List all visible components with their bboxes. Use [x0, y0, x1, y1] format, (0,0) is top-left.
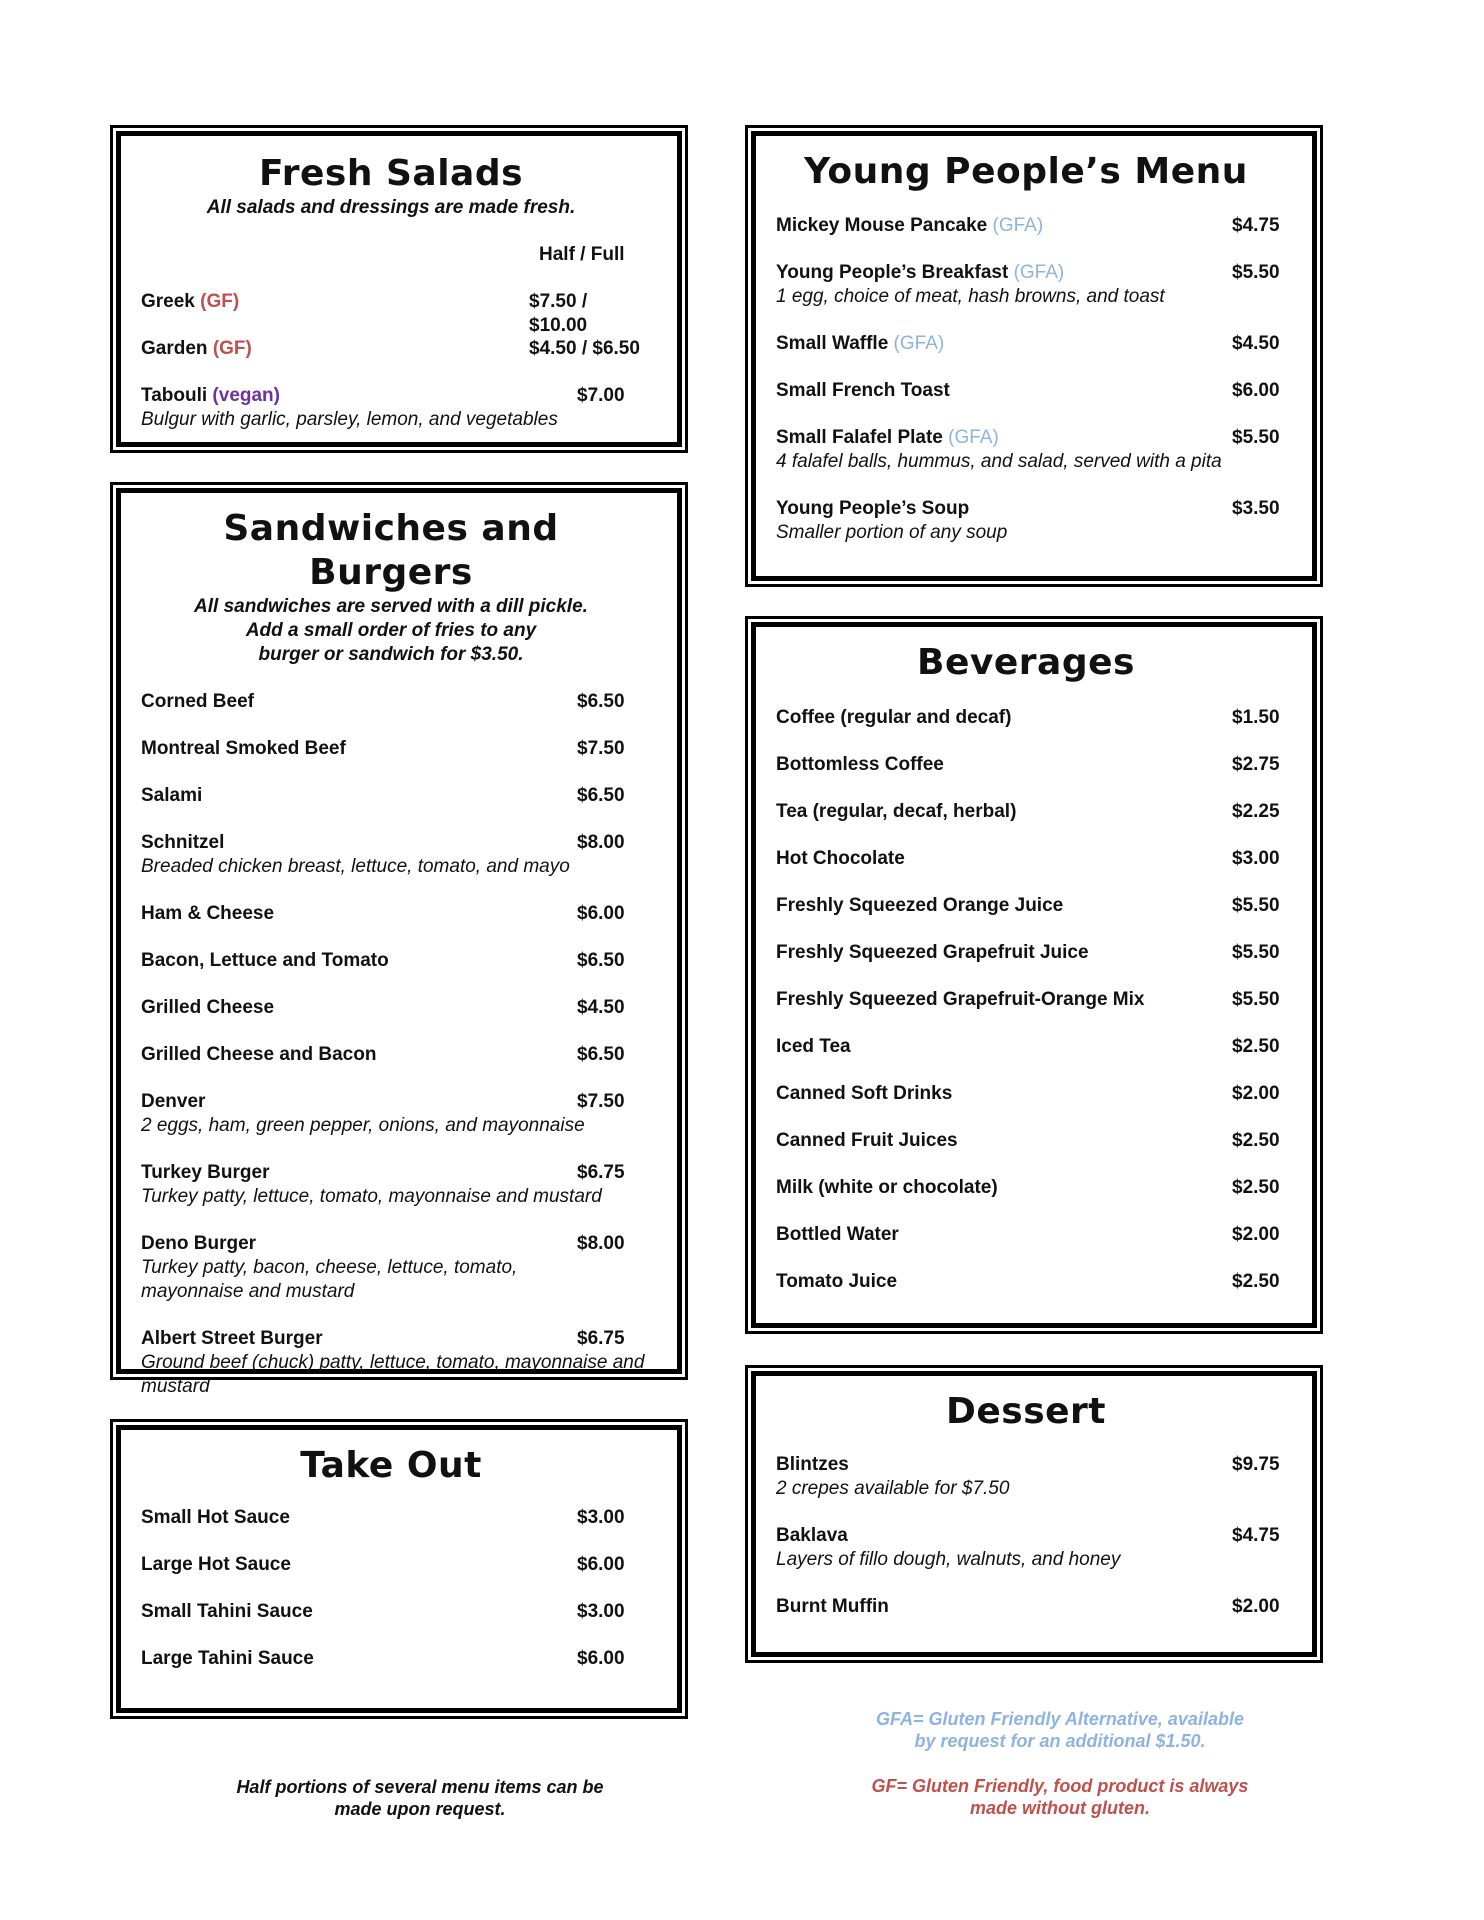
gfa-tag: (GFA): [992, 215, 1044, 236]
menu-item: Canned Soft Drinks $2.00: [776, 1083, 1280, 1104]
gfa-tag: (GFA): [893, 333, 945, 354]
menu-item: Freshly Squeezed Grapefruit Juice $5.50: [776, 942, 1280, 963]
menu-item: Schnitzel $8.00 Breaded chicken breast, lettuce, tomato, and mayo: [141, 832, 625, 877]
menu-item: Mickey Mouse Pancake (GFA) $4.75: [776, 215, 1280, 236]
menu-item: Small Tahini Sauce $3.00: [141, 1601, 625, 1622]
young-peoples-menu-section: [751, 131, 1317, 581]
menu-item: Small Hot Sauce $3.00: [141, 1507, 625, 1528]
menu-item: Bottled Water $2.00: [776, 1224, 1280, 1245]
menu-item: Small French Toast $6.00: [776, 380, 1280, 401]
gfa-tag: (GFA): [1013, 262, 1065, 283]
menu-item: Montreal Smoked Beef $7.50: [141, 738, 625, 759]
menu-item: Deno Burger $8.00 Turkey patty, bacon, cheese, lettuce, tomato, mayonnaise and mustard: [141, 1233, 625, 1302]
section-subtitle: All sandwiches are served with a dill pickle. Add a small order of fries to any burger or sandwich for $3.50.: [194, 596, 588, 665]
menu-item: Albert Street Burger $6.75 Ground beef (chuck) patty, lettuce, tomato, mayonnaise and mustard: [141, 1328, 645, 1397]
menu-item: Corned Beef $6.50: [141, 691, 625, 712]
section-title: Sandwiches and Burgers: [223, 508, 559, 593]
menu-item: Freshly Squeezed Grapefruit-Orange Mix $5.50: [776, 989, 1280, 1010]
price: $7.00: [577, 385, 625, 406]
take-out-section: [116, 1425, 682, 1713]
item-description: Bulgur with garlic, parsley, lemon, and vegetables: [141, 409, 558, 430]
section-title: Young People’s Menu: [804, 151, 1248, 192]
menu-item: Tea (regular, decaf, herbal) $2.25: [776, 801, 1280, 822]
menu-item: Large Tahini Sauce $6.00: [141, 1648, 625, 1669]
section-title: Take Out: [300, 1445, 482, 1486]
menu-item: Garden (GF) $4.50 / $6.50: [141, 338, 640, 359]
section-title: Dessert: [945, 1391, 1107, 1432]
menu-item: Small Waffle (GFA) $4.50: [776, 333, 1280, 354]
gf-tag: (GF): [200, 291, 240, 312]
section-subtitle: All salads and dressings are made fresh.: [206, 197, 576, 218]
gf-tag: (GF): [212, 338, 252, 359]
menu-item: Hot Chocolate $3.00: [776, 848, 1280, 869]
gfa-tag: (GFA): [948, 427, 999, 448]
half-full-header: Half / Full: [539, 244, 625, 265]
menu-item: Milk (white or chocolate) $2.50: [776, 1177, 1280, 1198]
menu-item: Ham & Cheese $6.00: [141, 903, 625, 924]
menu-item: Baklava $4.75 Layers of fillo dough, walnuts, and honey: [776, 1525, 1280, 1570]
dessert-section: [751, 1371, 1317, 1657]
menu-item: Young People’s Soup $3.50 Smaller portion of any soup: [776, 498, 1280, 543]
section-title: Fresh Salads: [258, 153, 524, 194]
beverages-section: [751, 622, 1317, 1328]
menu-item: Blintzes $9.75 2 crepes available for $7.50: [776, 1454, 1280, 1499]
menu-item: Tomato Juice $2.50: [776, 1271, 1280, 1292]
menu-item: Greek (GF) $7.50 / $10.00: [141, 290, 641, 314]
menu-item: Young People’s Breakfast (GFA) $5.50 1 egg, choice of meat, hash browns, and toast: [776, 262, 1280, 307]
menu-item: Burnt Muffin $2.00: [776, 1596, 1280, 1617]
menu-item: Bottomless Coffee $2.75: [776, 754, 1280, 775]
menu-item: Large Hot Sauce $6.00: [141, 1554, 625, 1575]
half-portions-note: Half portions of several menu items can be made upon request.: [236, 1777, 604, 1819]
fresh-salads-section: [116, 131, 682, 447]
sandwiches-section: [116, 488, 682, 1397]
price: $7.50 / $10.00: [529, 291, 588, 336]
menu-item: Freshly Squeezed Orange Juice $5.50: [776, 895, 1280, 916]
menu-item: Coffee (regular and decaf) $1.50: [776, 707, 1280, 728]
price: $4.50 / $6.50: [529, 338, 640, 359]
menu-item: Denver $7.50 2 eggs, ham, green pepper, onions, and mayonnaise: [141, 1091, 625, 1136]
menu-item: Salami $6.50: [141, 785, 625, 806]
menu-item: Grilled Cheese and Bacon $6.50: [141, 1044, 625, 1065]
vegan-tag: (vegan): [212, 385, 280, 406]
menu-item: Small Falafel Plate (GFA) $5.50 4 falafel balls, hummus, and salad, served with a pita: [776, 427, 1280, 472]
menu-item: Tabouli (vegan) $7.00 Bulgur with garlic, parsley, lemon, and vegetables: [141, 384, 641, 432]
gfa-legend: GFA= Gluten Friendly Alternative, available by request for an additional $1.50.: [876, 1709, 1244, 1751]
section-title: Beverages: [917, 642, 1135, 683]
menu-item: Grilled Cheese $4.50: [141, 997, 625, 1018]
menu-item: Bacon, Lettuce and Tomato $6.50: [141, 950, 625, 971]
gf-legend: GF= Gluten Friendly, food product is always made without gluten.: [871, 1776, 1249, 1818]
menu-item: Canned Fruit Juices $2.50: [776, 1130, 1280, 1151]
menu-item: Iced Tea $2.50: [776, 1036, 1280, 1057]
menu-item: Turkey Burger $6.75 Turkey patty, lettuce, tomato, mayonnaise and mustard: [141, 1162, 625, 1207]
